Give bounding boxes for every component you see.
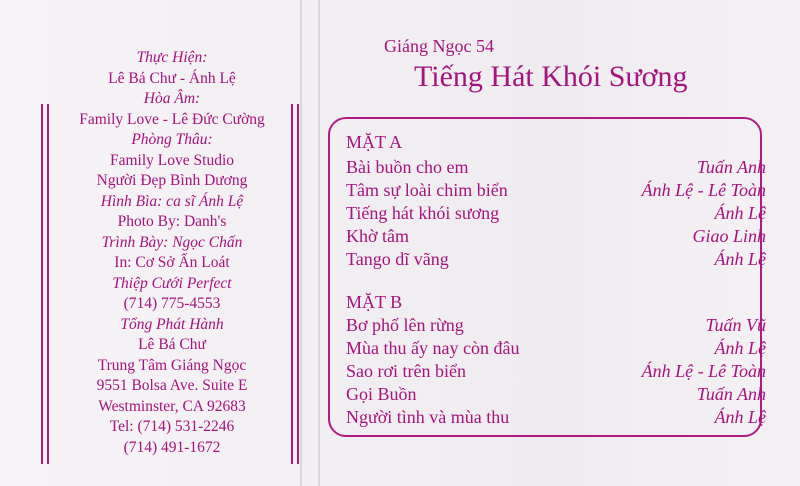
track-title: Mùa thu ấy nay còn đâu [346,338,520,358]
credit-line: Hình Bìa: ca sĩ Ánh Lệ [100,192,244,210]
credit-line: Hòa Âm: [143,90,201,107]
track-artist: Ánh Lệ [714,338,766,358]
right-rule-inner [291,104,293,464]
fold-line-left [300,0,302,486]
track-artist: Tuấn Anh [696,384,766,404]
track-row [346,157,766,179]
credit-line: Family Love - Lê Đức Cường [79,110,265,128]
credit-line: Tel: (714) 531-2246 [109,418,235,435]
track-row [346,407,766,429]
track-row [346,249,766,271]
track-title: Tango dĩ vãng [346,249,449,269]
credit-line: Westminster, CA 92683 [98,397,246,415]
credit-line: Người Đẹp Bình Dương [96,172,248,189]
credit-line: Lê Bá Chư - Ánh Lệ [108,69,236,87]
album-series: Giáng Ngọc 54 [384,36,494,56]
track-row [346,361,766,383]
track-artist: Giao Linh [692,226,766,246]
credit-line: Tổng Phát Hành [120,315,224,333]
track-title: Khờ tâm [346,226,410,246]
credit-line: Thực Hiện: [136,49,208,66]
credit-line: Lê Bá Chư [138,336,206,353]
track-row [346,203,766,225]
credit-line: Trung Tâm Giáng Ngọc [97,356,247,374]
track-title: Gọi Buồn [346,384,417,404]
credit-line: (714) 491-1672 [123,438,221,456]
credit-line: Photo By: Danh's [117,213,227,230]
track-row [346,384,766,406]
left-rule-outer [41,104,43,464]
credit-line: Phòng Thâu: [131,131,213,148]
credit-line: Family Love Studio [110,151,234,169]
side-a-label: MẶT A [346,132,403,152]
track-artist: Tuấn Anh [696,157,766,177]
credit-line: Thiệp Cưới Perfect [112,274,232,292]
album-title: Tiếng Hát Khói Sương [414,60,688,93]
track-row [346,226,766,248]
right-rule-outer [297,104,299,464]
track-title: Người tình và mùa thu [346,407,510,427]
credit-line: 9551 Bolsa Ave. Suite E [96,377,248,394]
track-row [346,180,766,202]
track-title: Tiếng hát khói sương [346,203,500,223]
track-artist: Ánh Lệ [714,249,766,269]
track-row [346,315,766,337]
track-row [346,338,766,360]
track-title: Sao rơi trên biển [346,361,466,381]
track-artist: Ánh Lệ [714,203,766,223]
track-title: Bơ phố lên rừng [346,315,464,335]
track-title: Bài buồn cho em [346,157,469,177]
credit-line: (714) 775-4553 [123,295,221,312]
credit-line: Trình Bày: Ngọc Chấn [101,233,243,251]
side-b-label: MẶT B [346,292,403,312]
fold-line-right [318,0,320,486]
track-title: Tâm sự loài chim biển [346,180,508,200]
track-artist: Tuấn Vũ [705,315,766,335]
track-artist: Ánh Lệ [714,407,766,427]
left-rule-inner [47,104,49,464]
track-artist: Ánh Lệ - Lê Toàn [641,180,766,200]
credits-block [56,48,288,458]
track-artist: Ánh Lệ - Lê Toàn [641,361,766,381]
credit-line: In: Cơ Sở Ấn Loát [114,254,230,271]
